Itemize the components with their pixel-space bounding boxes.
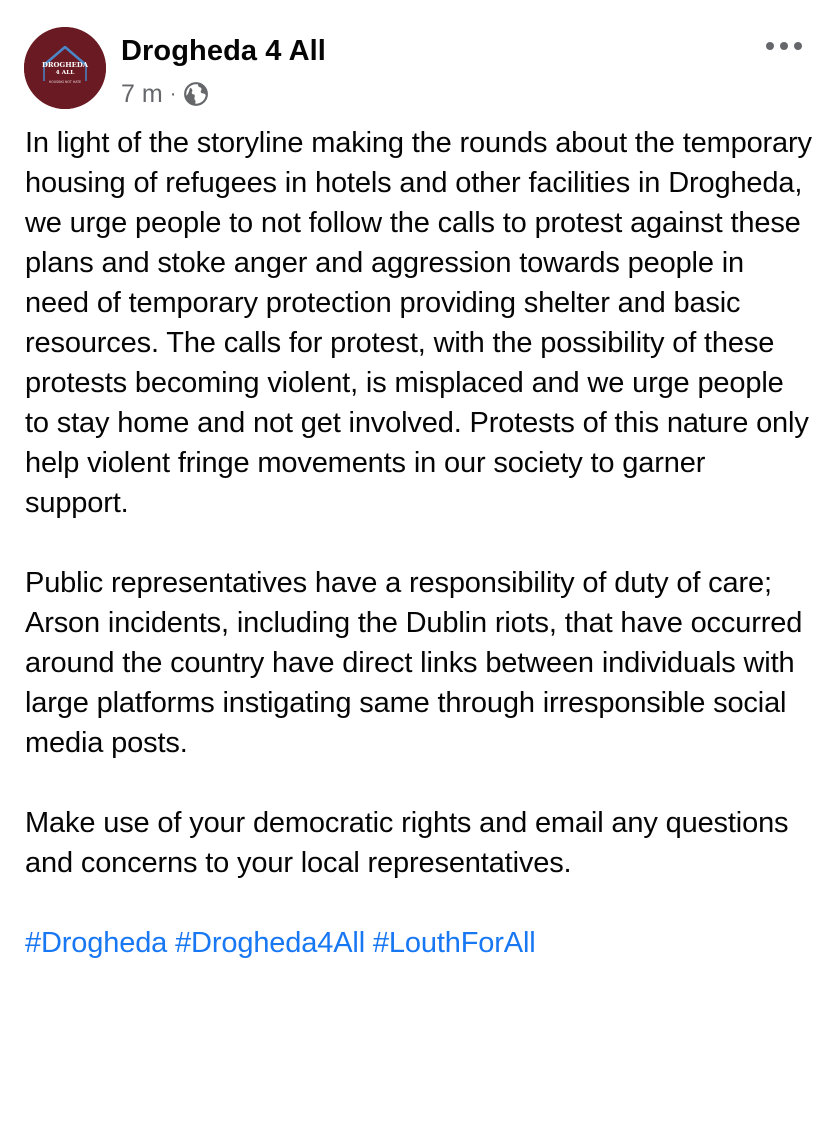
avatar[interactable] [24, 27, 106, 109]
avatar-line1: DROGHEDA [41, 61, 89, 69]
post-paragraph: Make use of your democratic rights and email any questions and concerns to your local representatives. [25, 807, 789, 879]
post-meta [121, 79, 209, 109]
more-dot [766, 42, 774, 50]
globe-icon [183, 81, 209, 107]
hashtag-link[interactable]: #Drogheda [25, 927, 168, 959]
post-header [24, 27, 804, 111]
more-dot [780, 42, 788, 50]
post-paragraph: Public representatives have a responsibility of duty of care; Arson incidents, including the Dublin riots, that have occurred around the country have direct links between individuals with large platforms instigating same through irresponsible social media posts. [25, 567, 803, 759]
post-body [25, 123, 815, 963]
hashtag-link[interactable]: #Drogheda4All [175, 927, 365, 959]
meta-separator: · [169, 83, 177, 105]
avatar-tagline: HOUSING NOT HATE [48, 80, 82, 84]
more-dot [794, 42, 802, 50]
avatar-logo [24, 27, 106, 109]
hashtag-list [25, 923, 815, 963]
avatar-line2: 4 ALL [55, 70, 75, 76]
more-horizontal-icon[interactable] [766, 39, 802, 53]
hashtag-link[interactable]: #LouthForAll [372, 927, 536, 959]
post-author-name[interactable]: Drogheda 4 All [121, 35, 326, 67]
post-timestamp[interactable]: 7 m [121, 79, 163, 108]
post-paragraph: In light of the storyline making the rounds about the temporary housing of refugees in hotels and other facilities in Drogheda, we urge people to not follow the calls to protest against these plans and stoke anger and aggression towards people in need of temporary protection providing shelter and basic resources. The calls for protest, with the possibility of these protests becoming violent, is misplaced and we urge people to stay home and not get involved. Protests of this nature only help violent fringe movements in our society to garner support. [25, 127, 812, 519]
